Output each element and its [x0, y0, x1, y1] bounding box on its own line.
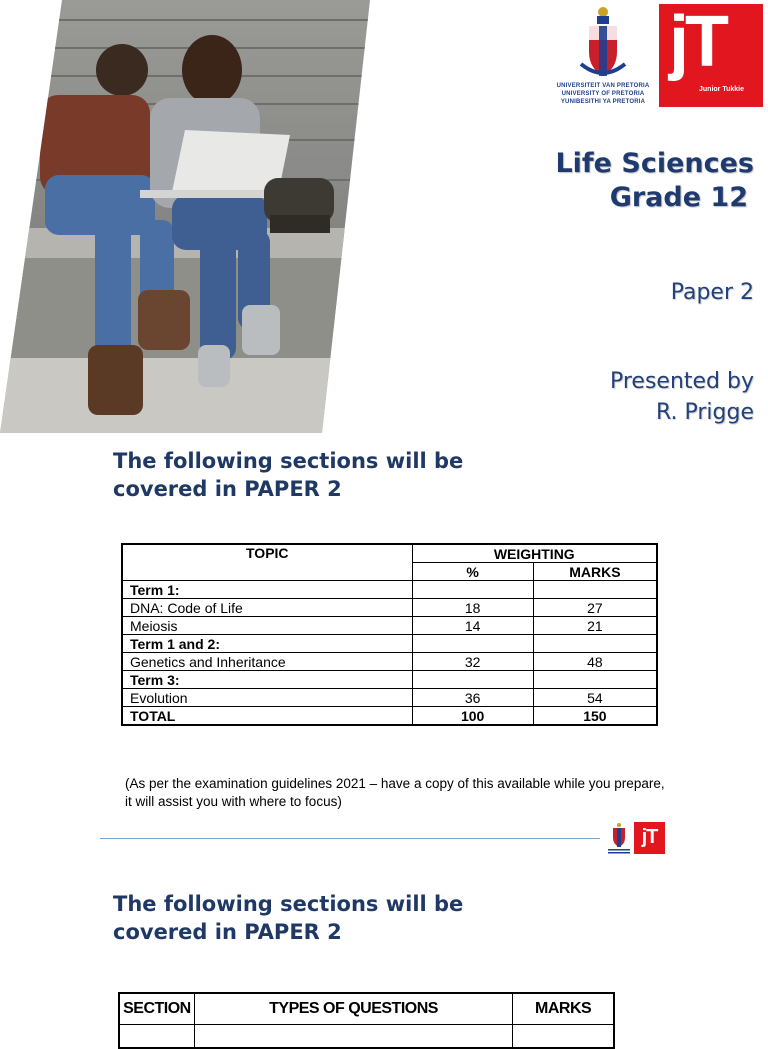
sections-table [118, 992, 615, 1049]
heading-2-line-1: The following sections will be [113, 892, 464, 916]
pct-cell [412, 635, 533, 653]
col-weighting-header: WEIGHTING [412, 544, 657, 563]
up-name-sepedi: YUNIBESITHI YA PRETORIA [560, 99, 646, 105]
weighting-table [121, 543, 658, 726]
pct-cell: 14 [412, 617, 533, 635]
pct-cell: 32 [412, 653, 533, 671]
marks-cell: 150 [533, 707, 657, 726]
junior-tukkie-logo [659, 4, 763, 107]
heading-line-1: The following sections will be [113, 449, 464, 473]
table-row [122, 653, 657, 671]
up-name-english: UNIVERSITY OF PRETORIA [561, 91, 645, 97]
topic-cell: TOTAL [122, 707, 412, 726]
col-topic-header: TOPIC [122, 544, 412, 581]
section-heading-2 [113, 890, 533, 946]
table-row [122, 635, 657, 653]
table-row [122, 707, 657, 726]
presented-by-label: Presented by [609, 369, 754, 394]
table-row [122, 689, 657, 707]
pct-cell: 100 [412, 707, 533, 726]
mini-crest-icon [605, 822, 633, 854]
heading-2-line-2: covered in PAPER 2 [113, 920, 342, 944]
marks-cell [533, 635, 657, 653]
table-row [122, 617, 657, 635]
mini-up-logo [605, 822, 633, 854]
title-line-1: Life Sciences [555, 148, 754, 179]
table-row [122, 599, 657, 617]
pct-cell: 18 [412, 599, 533, 617]
topic-cell: Evolution [122, 689, 412, 707]
topic-cell: Meiosis [122, 617, 412, 635]
marks-cell: 27 [533, 599, 657, 617]
up-name-afrikaans: UNIVERSITEIT VAN PRETORIA [556, 83, 650, 89]
paper-label: Paper 2 [670, 280, 754, 305]
col-marks-header-2: MARKS [513, 993, 614, 1025]
marks-cell: 48 [533, 653, 657, 671]
university-of-pretoria-logo [553, 4, 653, 108]
pct-cell: 36 [412, 689, 533, 707]
jt-mark: jT [669, 2, 725, 82]
col-section-header: SECTION [119, 993, 194, 1025]
pct-cell [412, 581, 533, 599]
topic-cell: Term 1 and 2: [122, 635, 412, 653]
topic-cell: Genetics and Inheritance [122, 653, 412, 671]
topic-cell: Term 3: [122, 671, 412, 689]
marks-cell [533, 581, 657, 599]
students-photo [0, 0, 370, 433]
heading-line-2: covered in PAPER 2 [113, 477, 342, 501]
presenter-name: R. Prigge [656, 400, 754, 425]
col-pct-header: % [412, 563, 533, 581]
table-row [122, 671, 657, 689]
topic-cell: Term 1: [122, 581, 412, 599]
table-cell [194, 1025, 512, 1049]
topic-cell: DNA: Code of Life [122, 599, 412, 617]
section-heading [113, 447, 533, 503]
col-marks-header: MARKS [533, 563, 657, 581]
marks-cell: 21 [533, 617, 657, 635]
marks-cell [533, 671, 657, 689]
table-cell [119, 1025, 194, 1049]
col-types-header: TYPES OF QUESTIONS [194, 993, 512, 1025]
crest-icon [553, 4, 653, 79]
slide-divider [100, 838, 600, 839]
table-row [122, 581, 657, 599]
marks-cell: 54 [533, 689, 657, 707]
jt-subtitle: Junior Tukkie [699, 86, 744, 93]
pct-cell [412, 671, 533, 689]
mini-jt-logo: jT [634, 822, 665, 854]
table-cell [513, 1025, 614, 1049]
exam-guidelines-note: (As per the examination guidelines 2021 – have a copy of this available while you prepare, it will assist you with where to focus) [125, 776, 665, 809]
title-line-2: Grade 12 [609, 182, 748, 213]
